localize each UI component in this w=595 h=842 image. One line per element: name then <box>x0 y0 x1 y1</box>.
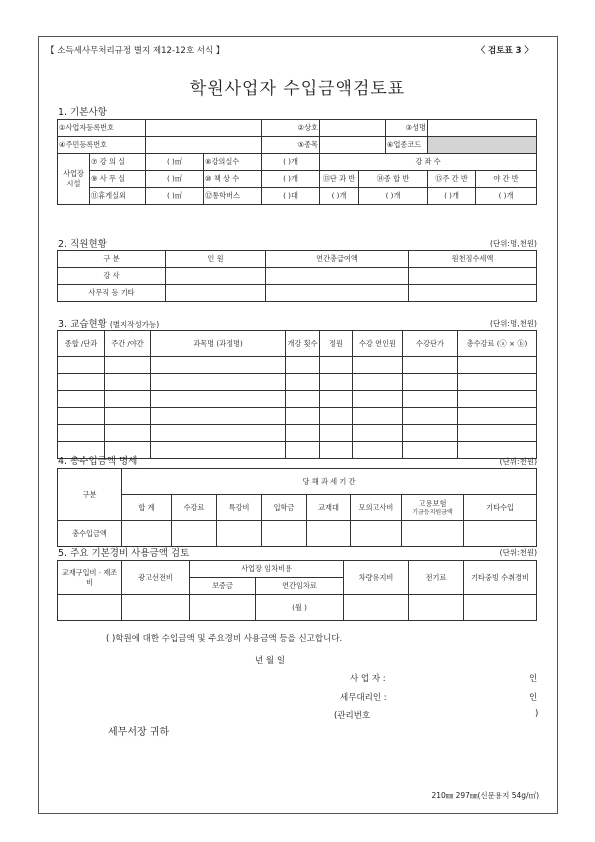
employment-insurance-sub: 기금등지원금액 <box>412 508 453 516</box>
lessons-col-total: 총수강료 (ⓐ × ⓑ) <box>458 331 537 357</box>
employment-insurance-label: 고용보험 <box>418 498 447 508</box>
declaration-text: ( )학원에 대한 수입금액 및 주요경비 사용금액 등을 신고합니다. <box>106 634 343 644</box>
lessons-col-sessions: 개강 횟수 <box>286 331 320 357</box>
form-code: 〈 검토표 3 〉 <box>476 46 533 56</box>
cell[interactable] <box>151 408 286 425</box>
lessons-col-unit-price: 수강단가 <box>403 331 458 357</box>
cell[interactable] <box>353 374 403 391</box>
cell[interactable] <box>409 285 537 302</box>
cell[interactable] <box>458 408 537 425</box>
facility-label: 사업장 시설 <box>58 154 90 205</box>
cell[interactable] <box>58 425 105 442</box>
tax-agent-seal: 인 <box>529 693 538 703</box>
form-reference: 【 소득세사무처리규정 별지 제12-12호 서식 】 <box>46 46 225 56</box>
cell[interactable] <box>58 357 105 374</box>
cell[interactable] <box>286 374 320 391</box>
revenue-row-total: 총수입금액 <box>58 521 122 547</box>
lessons-col-type: 종합 /단과 <box>58 331 105 357</box>
section-5-unit: (단위:천원) <box>499 548 537 557</box>
page-title: 학원사업자 수입금액검토표 <box>189 79 406 99</box>
revenue-col-employment-insurance <box>402 495 464 521</box>
business-type-field[interactable] <box>320 137 386 154</box>
declaration-date: 년 월 일 <box>255 656 286 666</box>
cell[interactable] <box>262 521 307 547</box>
cell[interactable] <box>151 391 286 408</box>
revenue-col-mock-exam: 모의고사비 <box>351 495 402 521</box>
cell[interactable] <box>353 408 403 425</box>
cell[interactable] <box>458 374 537 391</box>
cell[interactable] <box>105 374 151 391</box>
cell[interactable] <box>122 595 190 621</box>
section-4-unit: (단위:천원) <box>499 457 537 466</box>
cell[interactable] <box>464 521 537 547</box>
staff-col-withholding: 원천징수세액 <box>409 251 537 268</box>
revenue-period-label: 당 해 과 세 기 간 <box>122 469 537 495</box>
revenue-col-special: 특강비 <box>217 495 262 521</box>
cell[interactable] <box>458 391 537 408</box>
cell[interactable] <box>105 357 151 374</box>
lecture-room-label: ⑦ 강 의 실 <box>90 154 146 171</box>
expense-col-textbook: 교재구입비 · 제조비 <box>58 561 122 595</box>
industry-code-field[interactable] <box>428 137 537 154</box>
cell[interactable] <box>122 521 172 547</box>
cell[interactable] <box>320 442 353 459</box>
cell[interactable] <box>320 374 353 391</box>
expense-col-advertising: 광고선전비 <box>122 561 190 595</box>
lounge-label: ⑪휴게실외 <box>90 188 146 205</box>
expense-col-deposit: 보증금 <box>190 578 256 595</box>
cell[interactable] <box>353 357 403 374</box>
cell[interactable] <box>409 268 537 285</box>
cell[interactable] <box>286 425 320 442</box>
office-area[interactable]: ( )㎡ <box>146 171 204 188</box>
cell[interactable] <box>151 357 286 374</box>
staff-row-instructor: 강 사 <box>58 268 166 285</box>
reg-no-label: ①사업자등록번호 <box>58 120 146 137</box>
cell[interactable] <box>58 595 122 621</box>
owner-name-field[interactable] <box>428 120 537 137</box>
cell[interactable] <box>307 521 351 547</box>
revenue-col-textbook: 교재대 <box>307 495 351 521</box>
bus-count-field[interactable]: ( )대 <box>262 188 320 205</box>
cell[interactable] <box>151 374 286 391</box>
section-2-unit: (단위:명,천원) <box>490 239 537 248</box>
combined-class-field[interactable]: ( )개 <box>359 188 428 205</box>
courses-label: 강 좌 수 <box>320 154 537 171</box>
tax-agent-label: 세무대리인 : <box>340 693 387 703</box>
staff-row-office: 사무직 등 기타 <box>58 285 166 302</box>
cell[interactable] <box>403 391 458 408</box>
section-3-unit: (단위:명,천원) <box>490 319 537 328</box>
cell[interactable] <box>190 595 256 621</box>
cell[interactable] <box>464 595 537 621</box>
trade-name-label: ②상호 <box>262 120 320 137</box>
basic-info-table <box>57 119 537 205</box>
owner-name-label: ③성명 <box>386 120 428 137</box>
revenue-col-tuition: 수강료 <box>172 495 217 521</box>
resident-no-label: ④주민등록번호 <box>58 137 146 154</box>
revenue-col-other: 기타수입 <box>464 495 537 521</box>
cell[interactable] <box>353 442 403 459</box>
section-3-title: 3. 교습현황 <box>58 319 107 330</box>
revenue-col-admission: 입학금 <box>262 495 307 521</box>
cell[interactable] <box>217 521 262 547</box>
cell[interactable] <box>320 357 353 374</box>
section-1-heading: 1. 기본사항 <box>58 107 107 118</box>
cell[interactable] <box>151 442 286 459</box>
cell[interactable] <box>403 442 458 459</box>
lessons-col-enrollment: 수강 연인원 <box>353 331 403 357</box>
staff-col-category: 구 분 <box>58 251 166 268</box>
cell[interactable] <box>166 285 266 302</box>
addressee: 세무서장 귀하 <box>108 727 170 738</box>
lessons-table <box>57 330 537 459</box>
cell[interactable] <box>58 391 105 408</box>
cell[interactable] <box>458 357 537 374</box>
night-class-field[interactable]: ( )개 <box>476 188 537 205</box>
industry-code-label: ⑥업종코드 <box>386 137 428 154</box>
cell[interactable] <box>344 595 409 621</box>
resident-no-field[interactable] <box>146 137 262 154</box>
cell[interactable] <box>105 408 151 425</box>
cell[interactable] <box>58 408 105 425</box>
section-3-heading <box>58 316 159 330</box>
desk-count-label: ⑩ 책 상 수 <box>204 171 262 188</box>
cell[interactable] <box>286 357 320 374</box>
cell[interactable] <box>286 391 320 408</box>
section-2-heading: 2. 직원현황 <box>58 239 107 250</box>
weekday-class-field[interactable]: ( )개 <box>428 188 476 205</box>
weekday-class-label: ⑮주 간 반 <box>428 171 476 188</box>
cell[interactable] <box>58 374 105 391</box>
reg-no-field[interactable] <box>146 120 262 137</box>
office-label: ⑨ 사 무 실 <box>90 171 146 188</box>
revenue-col-total: 합 계 <box>122 495 172 521</box>
cell[interactable] <box>353 391 403 408</box>
lounge-area[interactable]: ( )㎡ <box>146 188 204 205</box>
cell[interactable] <box>403 374 458 391</box>
expense-table <box>57 560 537 621</box>
management-number-close: ) <box>535 709 539 719</box>
paper-spec: 210㎜ 297㎜(신문용지 54g/㎡) <box>431 791 539 800</box>
night-class-label: 야 간 반 <box>476 171 537 188</box>
table-row <box>58 408 537 425</box>
cell[interactable] <box>353 425 403 442</box>
cell[interactable] <box>105 425 151 442</box>
trade-name-field[interactable] <box>320 120 386 137</box>
cell[interactable] <box>403 425 458 442</box>
expense-col-other: 기타중빙 수취경비 <box>464 561 537 595</box>
cell[interactable] <box>403 357 458 374</box>
staff-col-salary: 연간총급여액 <box>266 251 409 268</box>
cell[interactable] <box>403 408 458 425</box>
table-row <box>58 374 537 391</box>
revenue-table <box>57 468 537 547</box>
cell[interactable] <box>266 285 409 302</box>
cell[interactable] <box>266 268 409 285</box>
section-5-heading: 5. 주요 기본경비 사용금액 검토 <box>58 548 190 559</box>
lessons-col-capacity: 정원 <box>320 331 353 357</box>
revenue-group-label: 구분 <box>58 469 122 521</box>
desk-count-field[interactable]: ( )개 <box>262 171 320 188</box>
cell[interactable] <box>320 391 353 408</box>
table-row <box>58 425 537 442</box>
cell[interactable] <box>351 521 402 547</box>
operator-label: 사 업 자 : <box>350 674 386 684</box>
operator-seal: 인 <box>529 674 538 684</box>
cell[interactable] <box>286 442 320 459</box>
cell[interactable] <box>105 391 151 408</box>
cell[interactable] <box>402 521 464 547</box>
cell[interactable] <box>286 408 320 425</box>
annual-rent-months[interactable]: (월 ) <box>256 595 344 621</box>
cell[interactable] <box>151 425 286 442</box>
lecture-count-field[interactable]: ( )개 <box>262 154 320 171</box>
cell[interactable] <box>458 425 537 442</box>
bus-count-label: ⑫통학버스 <box>204 188 262 205</box>
cell[interactable] <box>166 268 266 285</box>
business-type-label: ⑤종목 <box>262 137 320 154</box>
cell[interactable] <box>172 521 217 547</box>
management-number-label: (관리번호 <box>334 711 371 721</box>
lecture-room-area[interactable]: ( )㎡ <box>146 154 204 171</box>
single-class-label: ⑬단 과 반 <box>320 171 359 188</box>
section-4-heading: 4. 총수입금액 명세 <box>58 456 138 467</box>
table-row <box>58 391 537 408</box>
lecture-count-label: ⑧강의실수 <box>204 154 262 171</box>
lessons-col-subject: 과목명 (과정명) <box>151 331 286 357</box>
expense-col-annual-rent: 연간임차료 <box>256 578 344 595</box>
expense-col-rent: 사업장 임차비용 <box>190 561 344 578</box>
single-class-field[interactable]: ( )개 <box>320 188 359 205</box>
lessons-col-daynight: 주간 /야간 <box>105 331 151 357</box>
cell[interactable] <box>320 408 353 425</box>
staff-table <box>57 250 537 302</box>
expense-col-electricity: 전기료 <box>409 561 464 595</box>
cell[interactable] <box>409 595 464 621</box>
staff-col-count: 인 원 <box>166 251 266 268</box>
combined-class-label: ⑭종 합 반 <box>359 171 428 188</box>
expense-col-vehicle: 차량유지비 <box>344 561 409 595</box>
cell[interactable] <box>320 425 353 442</box>
table-row <box>58 357 537 374</box>
section-3-note: (별지작성가능) <box>109 320 160 329</box>
